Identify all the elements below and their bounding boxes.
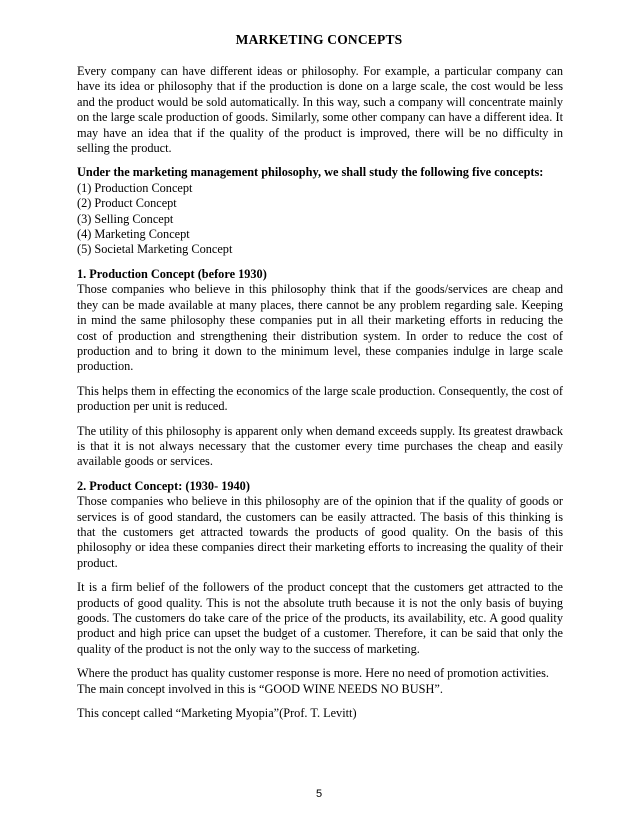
product-paragraph-1: Those companies who believe in this philosophy are of the opinion that if the quality of goods or services is of good standard, the customers can be easily attracted. The basis of this thinking is that the customers get attracted towards the products of good quality. On the basis of this philosophy or idea these companies direct their marketing efforts to increasing the quality of their product. — [77, 494, 563, 570]
concept-list-item: (5) Societal Marketing Concept — [77, 242, 233, 257]
page-title: MARKETING CONCEPTS — [235, 32, 403, 47]
product-paragraph-2: It is a firm belief of the followers of the product concept that the customers get attracted to the products of good quality. This is not the absolute truth because it is not the only basis of buying goods. The customers do take care of the price of the products, its availability, etc. A good quality product and high price can upset the budget of a customer. Therefore, it can be said that only the quality of the product is not the only way to the success of marketing. — [77, 580, 563, 656]
production-paragraph-1: Those companies who believe in this philosophy think that if the goods/services are cheap and they can be made available at many places, there cannot be any problem regarding sale. Keeping in mind the same philosophy these companies put in all their marketing efforts in reducing the cost of production and strengthening their distribution system. In order to reduce the cost of production and to bring it down to the minimum level, these companies indulge in large scale production. — [77, 282, 563, 374]
concept-list-item: (3) Selling Concept — [77, 211, 174, 226]
page-number: 5 — [315, 788, 323, 800]
concept-list-item: (4) Marketing Concept — [77, 227, 190, 242]
intro-paragraph: Every company can have different ideas or philosophy. For example, a particular company can have its idea or philosophy that if the production is done on a large scale, the cost would be less and the product would be sold automatically. In this way, such a company will concentrate mainly on the large scale production of goods. Similarly, some other company can have a different idea. It may have an idea that if the quality of the product is improved, there will be no difficulty in selling the product. — [77, 64, 563, 156]
production-concept-heading: 1. Production Concept (before 1930) — [77, 266, 267, 281]
product-paragraph-3-line-2: The main concept involved in this is “GOOD WINE NEEDS NO BUSH”. — [77, 681, 443, 696]
product-paragraph-3-line-1: Where the product has quality customer response is more. Here no need of promotion activities. — [77, 666, 549, 681]
page-content — [77, 64, 563, 721]
concept-list-item: (1) Production Concept — [77, 180, 193, 195]
concept-list-item: (2) Product Concept — [77, 196, 177, 211]
production-paragraph-2: This helps them in effecting the economics of the large scale production. Consequently, the cost of production per unit is reduced. — [77, 383, 563, 414]
product-paragraph-4: This concept called “Marketing Myopia”(Prof. T. Levitt) — [77, 706, 357, 721]
philosophy-heading: Under the marketing management philosophy, we shall study the following five concepts: — [77, 165, 544, 180]
product-concept-heading: 2. Product Concept: (1930- 1940) — [77, 478, 250, 493]
production-paragraph-3: The utility of this philosophy is apparent only when demand exceeds supply. Its greatest drawback is that it is not always necessary that the customer every time purchases the cheap and easily available goods or services. — [77, 423, 563, 469]
